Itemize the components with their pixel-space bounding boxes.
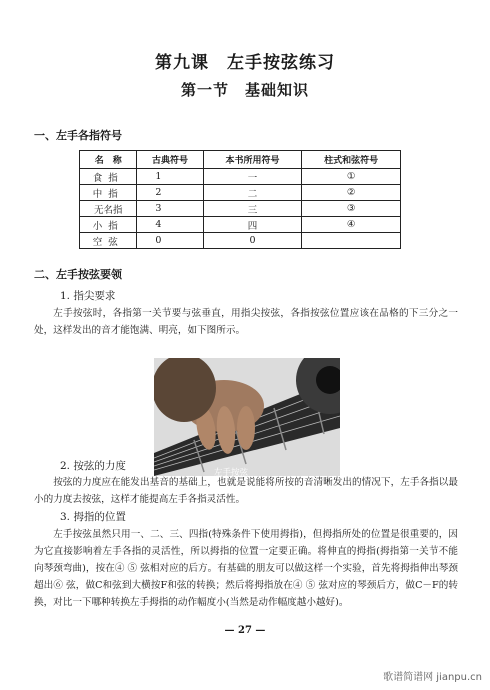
table-cell: 二 — [203, 185, 302, 201]
table-header: 名 称 — [80, 151, 137, 169]
table-cell: 四 — [203, 217, 302, 233]
guitar-hand-photo — [154, 358, 340, 476]
table-cell: 2 — [137, 185, 203, 201]
section2-heading: 二、左手按弦要领 — [34, 268, 122, 281]
table-cell: 1 — [137, 169, 203, 185]
table-cell: 中指 — [80, 185, 137, 201]
table-cell: 3 — [137, 201, 203, 217]
table-cell: 小指 — [80, 217, 137, 233]
item3-title: 3. 拇指的位置 — [60, 511, 126, 523]
table-cell: ② — [302, 185, 401, 201]
table-cell: ① — [302, 169, 401, 185]
table-cell: 食指 — [80, 169, 137, 185]
table-cell: 0 — [203, 233, 302, 249]
table-row — [80, 185, 401, 201]
lesson-title: 第九课 左手按弦练习 — [155, 53, 335, 73]
watermark: 歌谱简谱网 jianpu.cn — [383, 672, 482, 683]
table-row — [80, 201, 401, 217]
item3-text: 左手按弦虽然只用一、二、三、四指(特殊条件下使用拇指)，但拇指所处的位置是很重要的，因为它直接影响着左手各指的灵活性，所以拇指的位置一定要正确。将伸直的拇指(拇指第一关节不能向琴颈弯曲)，按在④ ⑤ 弦相对应的后方。有基础的朋友可以做这样一个实验，首先将拇指伸出琴颈超出⑥ 弦，做C和弦到大横按F和弦的转换；然后将拇指放在④ ⑤ 弦对应的琴颈后方，做C－F的转换，对比一下哪种转换左手拇指的动作幅度小(当然是动作幅度越小越好)。 — [34, 529, 458, 608]
item2-text: 按弦的力度应在能发出基音的基础上，也就是说能将所按的音清晰发出的情况下，左手各指以最小的力度去按弦，这样才能提高左手各指灵活性。 — [34, 477, 458, 505]
photo-caption: 左手按弦 — [214, 468, 249, 478]
table-cell: ③ — [302, 201, 401, 217]
table-row — [80, 233, 401, 249]
table-header: 柱式和弦符号 — [302, 151, 401, 169]
item2-title: 2. 按弦的力度 — [60, 460, 126, 472]
page-number: — 27 — — [224, 625, 266, 636]
table-header: 本书所用符号 — [203, 151, 302, 169]
table-cell: 4 — [137, 217, 203, 233]
table-cell: 空弦 — [80, 233, 137, 249]
table-cell: 一 — [203, 169, 302, 185]
section-subtitle: 第一节 基础知识 — [180, 81, 309, 99]
table-cell: 无名指 — [80, 201, 137, 217]
section1-heading: 一、左手各指符号 — [34, 129, 122, 142]
item1-title: 1. 指尖要求 — [60, 290, 116, 302]
table-header-row — [80, 151, 401, 169]
guitar-hand-illustration — [154, 358, 340, 476]
table-row — [80, 217, 401, 233]
table-header: 古典符号 — [137, 151, 203, 169]
finger-symbol-table — [79, 150, 401, 249]
table-cell — [302, 233, 401, 249]
table-row — [80, 169, 401, 185]
table-cell: 0 — [137, 233, 203, 249]
item1-text: 左手按弦时，各指第一关节要与弦垂直，用指尖按弦，各指按弦位置应该在品格的下三分之一处，这样发出的音才能饱满、明亮，如下图所示。 — [34, 308, 458, 336]
table-cell: ④ — [302, 217, 401, 233]
table-cell: 三 — [203, 201, 302, 217]
